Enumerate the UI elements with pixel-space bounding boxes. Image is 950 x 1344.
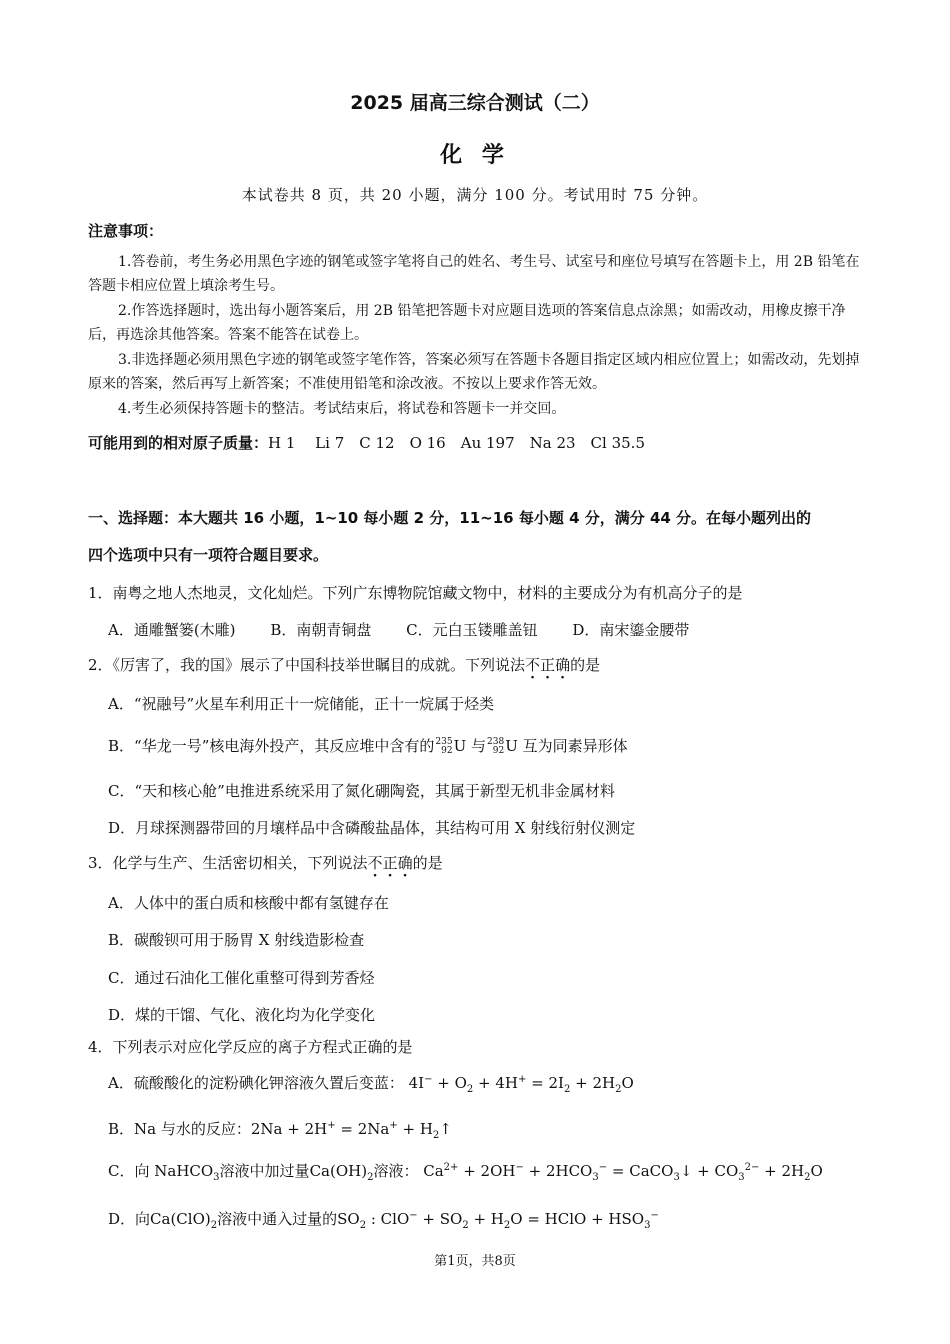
note-item-4	[88, 397, 868, 421]
subject-title: 化 学	[440, 143, 510, 168]
question-2-stem	[88, 654, 600, 675]
option-text: 溶液中通入过量的	[217, 1210, 338, 1228]
option-text: D．向	[108, 1210, 151, 1228]
notes-heading: 注意事项：	[88, 222, 164, 240]
option-b[interactable]: B．南朝青铜盘	[270, 621, 372, 639]
emphasis-char: 不	[525, 656, 541, 674]
option-text: A．硫酸酸化的淀粉碘化钾溶液久置后变蓝：	[108, 1074, 404, 1092]
question-3-option-c[interactable]: C．通过石油化工催化重整可得到芳香烃	[108, 969, 375, 987]
note-text: 1.答卷前，考生务必用黑色字迹的钢笔或签字笔将自己的姓名、考生号、试室号和座位号填写在答题卡上，用 2B 铅笔在答题卡相应位置上填涂考生号。	[88, 254, 860, 294]
question-4-option-b[interactable]	[108, 1118, 452, 1141]
stem-text: 的是	[412, 854, 443, 872]
note-item-1	[88, 250, 868, 298]
stem-text: 的是	[570, 656, 601, 674]
exam-title: 2025 届高三综合测试（二）	[350, 92, 600, 114]
question-3-option-d[interactable]: D．煤的干馏、气化、液化均为化学变化	[108, 1006, 376, 1024]
question-4-option-a[interactable]	[108, 1072, 634, 1095]
question-1-stem: 1．南粤之地人杰地灵，文化灿烂。下列广东博物院馆藏文物中，材料的主要成分为有机高分子的是	[88, 584, 743, 602]
question-3-option-a[interactable]: A．人体中的蛋白质和核酸中都有氢键存在	[108, 894, 389, 912]
question-2-option-a[interactable]: A．“祝融号”火星车利用正十一烷储能，正十一烷属于烃类	[108, 695, 495, 713]
exam-intro: 本试卷共 8 页，共 20 小题，满分 100 分。考试用时 75 分钟。	[241, 186, 709, 204]
emphasis-char: 确	[397, 854, 413, 872]
question-2-option-b[interactable]	[108, 735, 628, 756]
equation: $SO_2$ : $ClO^- + SO_2 + H_2O$ = HClO + $HSO_3^-$	[337, 1210, 659, 1231]
option-text: 溶液中加过量	[219, 1162, 310, 1180]
question-2-option-c[interactable]: C．“天和核心舱”电推进系统采用了氮化硼陶瓷，其属于新型无机非金属材料	[108, 782, 615, 800]
section-heading-line1: 一、选择题：本大题共 16 小题，1~10 每小题 2 分，11~16 每小题 4 分，满分 44 分。在每小题列出的	[88, 509, 812, 527]
stem-text: 2．《厉害了，我的国》展示了中国科技举世瞩目的成就。下列说法	[88, 656, 526, 674]
equation: $2Na + 2H^+ = 2Na^+ + H_2↑$	[250, 1120, 452, 1141]
page-footer: 第1页，共8页	[434, 1254, 516, 1269]
question-3-stem	[88, 852, 443, 873]
equation: $4I^- + O_2 + 4H^+ = 2I_2 + 2H_2O$	[408, 1074, 634, 1095]
equation: $Ca^{2+} + 2OH^- + 2HCO_3^-$ = CaCO$_3$↓ + $CO_3^{2-} + 2H_2O$	[423, 1162, 823, 1183]
emphasis-char: 正	[540, 656, 556, 674]
emphasis-char: 不	[367, 854, 383, 872]
option-text: B．Na 与水的反应：	[108, 1120, 251, 1138]
question-4-option-c[interactable]: C．向 NaHCO$_3$溶液中加过量$Ca(OH)_2$溶液： $Ca^{2+} + 2OH^- + 2HCO_3^-$ = CaCO$_3$↓ + $CO_3^{2-} + 2H_2O$	[108, 1162, 823, 1183]
question-3-option-b[interactable]: B．碳酸钡可用于肠胃 X 射线造影检查	[108, 931, 365, 949]
stem-text: 3．化学与生产、生活密切相关，下列说法	[88, 854, 368, 872]
option-c[interactable]: C．元白玉镂雕盖钮	[406, 621, 538, 639]
option-a[interactable]: A．通雕蟹篓(木雕)	[108, 621, 236, 639]
note-item-2	[88, 299, 868, 347]
emphasis-text	[525, 656, 570, 674]
isotope-notation: 238 92	[487, 737, 505, 756]
note-text: 2.作答选择题时，选出每小题答案后，用 2B 铅笔把答题卡对应题目选项的答案信息点涂黑；如需改动，用橡皮擦干净后，再选涂其他答案。答案不能答在试卷上。	[88, 303, 846, 343]
question-4-stem: 4．下列表示对应化学反应的离子方程式正确的是	[88, 1038, 413, 1056]
option-text: 互为同素异形体	[522, 737, 628, 755]
isotope-notation: 235 92	[435, 737, 453, 756]
question-4-option-d[interactable]	[108, 1208, 659, 1231]
isotope-symbol: U	[505, 737, 518, 755]
question-2-option-d[interactable]: D．月球探测器带回的月壤样品中含磷酸盐晶体，其结构可用 X 射线衍射仪测定	[108, 819, 636, 837]
atomic-masses-label: 可能用到的相对原子质量：	[88, 434, 269, 452]
atomic-masses-values: H 1 Li 7 C 12 O 16 Au 197 Na 23 Cl 35.5	[268, 434, 645, 452]
emphasis-char: 确	[555, 656, 571, 674]
option-text: 与	[471, 737, 487, 755]
isotope-symbol: U	[453, 737, 467, 755]
option-d[interactable]: D．南宋鎏金腰带	[572, 621, 690, 639]
formula: $Ca(OH)_2$	[309, 1162, 374, 1183]
emphasis-char: 正	[382, 854, 398, 872]
emphasis-text	[368, 854, 413, 872]
formula: $Ca(ClO)_2$	[150, 1210, 218, 1231]
note-item-3	[88, 348, 868, 396]
option-text: C．向 NaHCO	[108, 1162, 214, 1180]
question-1-options	[108, 619, 719, 640]
section-heading-line2: 四个选项中只有一项符合题目要求。	[88, 546, 329, 564]
atomic-masses	[88, 432, 645, 453]
note-text: 3.非选择题必须用黑色字迹的钢笔或签字笔作答，答案必须写在答题卡各题目指定区域内相应位置上；如需改动，先划掉原来的答案，然后再写上新答案；不准使用铅笔和涂改液。不按以上要求作答无效。	[88, 352, 860, 392]
option-text: 溶液：	[373, 1162, 419, 1180]
note-text: 4.考生必须保持答题卡的整洁。考试结束后，将试卷和答题卡一并交回。	[118, 401, 566, 417]
option-text: B．“华龙一号”核电海外投产，其反应堆中含有的	[108, 737, 435, 755]
